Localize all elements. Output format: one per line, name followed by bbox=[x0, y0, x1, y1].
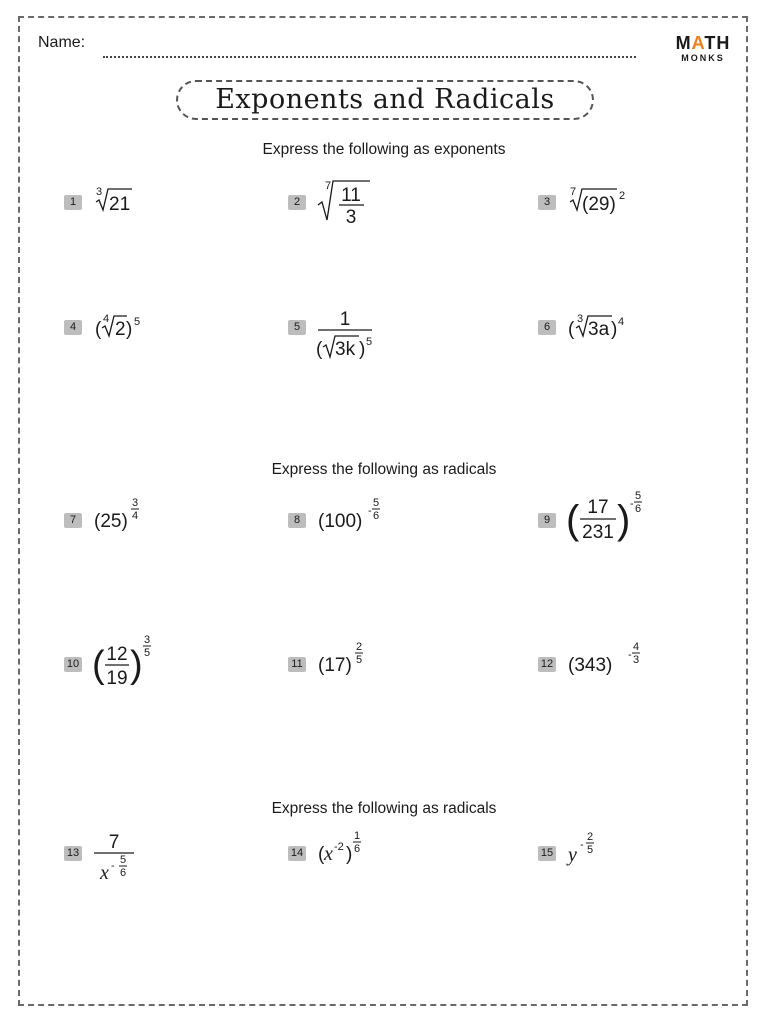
exponent-numerator: 1 bbox=[353, 830, 361, 842]
problem-number-badge: 14 bbox=[288, 846, 306, 861]
logo-wordmark bbox=[672, 33, 734, 53]
expression-svg bbox=[568, 826, 728, 886]
radicand: 2 bbox=[115, 319, 126, 340]
exponent-numerator: 3 bbox=[131, 497, 139, 509]
logo-letters-th: TH bbox=[704, 33, 731, 53]
close-paren: ) bbox=[346, 844, 353, 865]
fraction-numerator: 1 bbox=[339, 309, 351, 330]
radical-index: 3 bbox=[577, 313, 584, 325]
problem-number-badge: 3 bbox=[538, 195, 556, 210]
fraction-denominator: 3 bbox=[345, 207, 357, 228]
problem-number-badge: 11 bbox=[288, 657, 306, 672]
expression-svg bbox=[318, 826, 478, 886]
expression-svg bbox=[318, 175, 478, 235]
base: (343) bbox=[568, 655, 613, 676]
problem-number-badge: 1 bbox=[64, 195, 82, 210]
logo-letter-m: M bbox=[675, 33, 692, 53]
expression-svg bbox=[568, 638, 728, 698]
name-label: Name: bbox=[38, 34, 86, 51]
exponent-numerator: 2 bbox=[355, 641, 363, 653]
problem-number-badge: 4 bbox=[64, 320, 82, 335]
fraction-numerator: 17 bbox=[587, 497, 609, 518]
expression-svg bbox=[568, 300, 728, 360]
radicand: 3k bbox=[335, 339, 356, 360]
expression-svg bbox=[318, 300, 478, 364]
exponent-denominator: 5 bbox=[143, 647, 151, 659]
problem-expression bbox=[94, 300, 254, 360]
base: (25) bbox=[94, 511, 128, 532]
expression-svg bbox=[94, 632, 254, 696]
close-paren: ) bbox=[130, 644, 143, 686]
problem-expression bbox=[318, 175, 478, 235]
power-exponent: 5 bbox=[366, 336, 373, 348]
problem-number-badge: 12 bbox=[538, 657, 556, 672]
exponent-numerator: 5 bbox=[119, 854, 127, 866]
exponent-denominator: 4 bbox=[131, 510, 139, 522]
problem-number-badge: 9 bbox=[538, 513, 556, 528]
problem-number-badge: 7 bbox=[64, 513, 82, 528]
base: (17) bbox=[318, 655, 352, 676]
fraction-numerator: 7 bbox=[108, 832, 120, 853]
problem-expression bbox=[568, 638, 728, 698]
radicand: 3a bbox=[588, 319, 610, 340]
fraction-numerator: 11 bbox=[341, 185, 361, 206]
expression-svg bbox=[94, 494, 254, 554]
open-paren: ( bbox=[92, 644, 105, 686]
worksheet-title: Exponents and Radicals bbox=[215, 84, 555, 115]
exponent-denominator: 5 bbox=[586, 844, 594, 856]
open-paren: ( bbox=[566, 498, 580, 542]
problem-number-badge: 8 bbox=[288, 513, 306, 528]
inner-exponent: -2 bbox=[334, 841, 344, 853]
problem-expression bbox=[568, 488, 728, 548]
expression-svg bbox=[318, 494, 478, 554]
problem-expression bbox=[318, 638, 478, 698]
problem-expression bbox=[568, 826, 728, 886]
power-exponent: 4 bbox=[618, 316, 625, 328]
open-paren: ( bbox=[318, 844, 325, 865]
exponent-sign: - bbox=[368, 505, 372, 517]
exponent-sign: - bbox=[111, 860, 115, 872]
close-paren: ) bbox=[359, 339, 366, 360]
problem-number-badge: 6 bbox=[538, 320, 556, 335]
title-banner bbox=[176, 80, 594, 120]
radicand: 21 bbox=[109, 194, 131, 215]
variable: x bbox=[100, 862, 109, 884]
expression-svg bbox=[318, 638, 478, 698]
section-heading-radicals-variables: Express the following as radicals bbox=[271, 800, 497, 817]
expression-svg bbox=[94, 175, 254, 235]
problem-number-badge: 15 bbox=[538, 846, 556, 861]
exponent-sign: - bbox=[630, 498, 634, 510]
expression-svg bbox=[94, 826, 254, 890]
problem-expression bbox=[568, 300, 728, 360]
problem-expression bbox=[568, 175, 728, 235]
name-field[interactable] bbox=[103, 56, 636, 58]
expression-svg bbox=[94, 300, 254, 360]
expression-svg bbox=[568, 488, 728, 552]
problem-expression bbox=[94, 175, 254, 235]
problem-expression bbox=[318, 300, 478, 360]
problem-expression bbox=[318, 826, 478, 886]
close-paren: ) bbox=[611, 319, 618, 340]
exponent-denominator: 3 bbox=[632, 654, 640, 666]
open-paren: ( bbox=[568, 319, 575, 340]
fraction-numerator: 12 bbox=[106, 644, 128, 665]
exponent-numerator: 2 bbox=[586, 831, 594, 843]
section-heading-exponents: Express the following as exponents bbox=[262, 141, 506, 158]
exponent-denominator: 6 bbox=[119, 867, 127, 879]
exponent-denominator: 6 bbox=[372, 510, 380, 522]
fraction-denominator: 231 bbox=[582, 522, 614, 543]
problem-number-badge: 10 bbox=[64, 657, 82, 672]
radical-index: 7 bbox=[570, 186, 577, 198]
section-heading-radicals: Express the following as radicals bbox=[271, 461, 497, 478]
exponent-sign: - bbox=[580, 839, 584, 851]
radical-index: 7 bbox=[325, 180, 332, 192]
open-paren: ( bbox=[95, 319, 102, 340]
radical-index: 3 bbox=[96, 186, 103, 198]
exponent-denominator: 6 bbox=[353, 843, 361, 855]
variable: y bbox=[568, 844, 577, 866]
exponent-sign: - bbox=[628, 649, 632, 661]
radical-index: 4 bbox=[103, 313, 110, 325]
problem-expression bbox=[94, 826, 254, 886]
problem-expression bbox=[94, 494, 254, 554]
exponent-denominator: 5 bbox=[355, 654, 363, 666]
open-paren: ( bbox=[316, 339, 323, 360]
close-paren: ) bbox=[126, 319, 133, 340]
exponent-numerator: 4 bbox=[632, 641, 640, 653]
exponent-numerator: 3 bbox=[143, 634, 151, 646]
close-paren: ) bbox=[617, 498, 631, 542]
problem-expression bbox=[94, 632, 254, 692]
variable: x bbox=[324, 843, 333, 865]
exponent-numerator: 5 bbox=[372, 497, 380, 509]
problem-number-badge: 5 bbox=[288, 320, 306, 335]
radicand: (29) bbox=[582, 194, 616, 215]
expression-svg bbox=[568, 175, 728, 235]
math-monks-logo bbox=[672, 33, 734, 63]
problem-number-badge: 2 bbox=[288, 195, 306, 210]
base: (100) bbox=[318, 511, 363, 532]
problem-expression bbox=[318, 494, 478, 554]
fraction-denominator: 19 bbox=[106, 668, 128, 689]
logo-subtitle: MONKS bbox=[681, 53, 725, 63]
exponent-denominator: 6 bbox=[634, 503, 642, 515]
problem-number-badge: 13 bbox=[64, 846, 82, 861]
power-exponent: 2 bbox=[619, 190, 626, 202]
logo-letter-a: A bbox=[691, 33, 705, 53]
exponent-numerator: 5 bbox=[634, 490, 642, 502]
power-exponent: 5 bbox=[134, 316, 141, 328]
